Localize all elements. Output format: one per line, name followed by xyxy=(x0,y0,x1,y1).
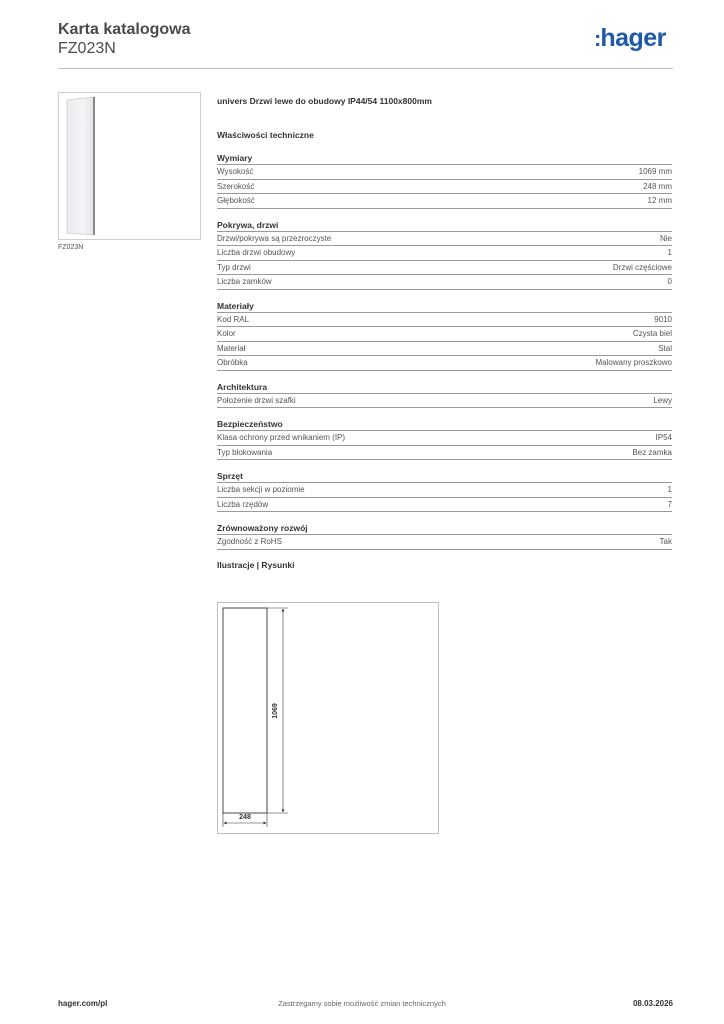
logo-dot: : xyxy=(594,26,601,51)
door-panel-image xyxy=(59,93,200,239)
spec-label: Głębokość xyxy=(217,196,255,205)
spec-value: Tak xyxy=(659,537,672,546)
footer-website-link[interactable]: hager.com/pl xyxy=(58,999,108,1008)
product-thumbnail xyxy=(58,92,201,240)
header-divider xyxy=(58,68,673,69)
spec-value: 248 mm xyxy=(643,181,672,191)
section-architecture xyxy=(217,381,672,409)
spec-row xyxy=(217,179,672,194)
spec-label: Liczba drzwi obudowy xyxy=(217,248,296,257)
spec-value: Drzwi częściowe xyxy=(612,262,672,272)
spec-label: Typ blokowania xyxy=(217,447,273,457)
spec-label: Zgodność z RoHS xyxy=(217,537,282,546)
technical-drawing xyxy=(217,602,439,834)
spec-row xyxy=(217,341,672,356)
product-code: FZ023N xyxy=(58,40,116,57)
door-outline xyxy=(223,608,267,813)
spec-row xyxy=(217,245,672,260)
thumbnail-caption: FZ023N xyxy=(58,244,84,251)
spec-row xyxy=(217,231,672,246)
section-title: Sprzęt xyxy=(217,471,243,481)
spec-label: Materiał xyxy=(217,343,246,353)
spec-label: Kolor xyxy=(217,329,236,338)
dimension-drawing xyxy=(218,603,438,833)
section-sustainability xyxy=(217,522,672,550)
spec-label: Położenie drzwi szafki xyxy=(217,395,296,405)
section-title: Bezpieczeństwo xyxy=(217,419,283,429)
spec-row xyxy=(217,312,672,327)
spec-value: 1069 mm xyxy=(638,167,672,176)
spec-row xyxy=(217,164,672,179)
spec-value: Malowany proszkowo xyxy=(595,358,672,367)
section-hardware xyxy=(217,470,672,512)
logo-text: hager xyxy=(600,24,666,52)
section-dimensions xyxy=(217,152,672,209)
spec-label: Drzwi/pokrywa są przezroczyste xyxy=(217,233,332,243)
spec-label: Liczba zamków xyxy=(217,277,272,286)
spec-row xyxy=(217,430,672,445)
spec-row xyxy=(217,534,672,550)
spec-label: Liczba sekcji w poziomie xyxy=(217,485,305,494)
spec-label: Liczba rzędów xyxy=(217,499,269,509)
spec-value: Bez zamka xyxy=(632,447,672,457)
spec-label: Kod RAL xyxy=(217,314,250,324)
section-title: Zrównoważony rozwój xyxy=(217,523,308,533)
spec-label: Klasa ochrony przed wnikaniem (IP) xyxy=(217,433,346,442)
hager-logo[interactable] xyxy=(594,24,666,53)
document-title: Karta katalogowa xyxy=(58,21,191,38)
product-details xyxy=(217,96,672,577)
spec-row xyxy=(217,393,672,409)
section-title: Wymiary xyxy=(217,153,253,163)
spec-value: 9010 xyxy=(654,314,672,324)
spec-value: Czysta biel xyxy=(632,329,672,338)
spec-row xyxy=(217,260,672,275)
footer-disclaimer: Zastrzegamy sobie możliwość zmian technicznych xyxy=(278,999,446,1008)
product-title: univers Drzwi lewe do obudowy IP44/54 1100x800mm xyxy=(217,96,432,106)
spec-value: Nie xyxy=(659,233,672,243)
spec-row xyxy=(217,193,672,209)
section-title: Architektura xyxy=(217,381,268,392)
footer-date: 08.03.2026 xyxy=(632,999,673,1008)
spec-row xyxy=(217,497,672,513)
spec-value: 1 xyxy=(667,248,672,257)
section-title: Materiały xyxy=(217,300,254,311)
spec-row xyxy=(217,482,672,497)
spec-label: Typ drzwi xyxy=(217,262,251,272)
technical-properties-heading: Właściwości techniczne xyxy=(217,130,314,140)
spec-row xyxy=(217,274,672,290)
illustrations-heading: Ilustracje | Rysunki xyxy=(217,559,295,570)
spec-value: 12 mm xyxy=(647,196,672,205)
spec-row xyxy=(217,326,672,341)
section-safety xyxy=(217,418,672,460)
width-dimension-label: 248 xyxy=(239,814,251,821)
spec-label: Szerokość xyxy=(217,181,255,191)
spec-row xyxy=(217,445,672,461)
spec-value: 0 xyxy=(667,277,672,286)
height-dimension-label: 1069 xyxy=(272,703,279,719)
section-title: Pokrywa, drzwi xyxy=(217,219,279,230)
spec-row xyxy=(217,355,672,371)
spec-value: Lewy xyxy=(653,395,672,405)
spec-label: Wysokość xyxy=(217,167,254,176)
spec-value: 7 xyxy=(667,499,672,509)
spec-label: Obróbka xyxy=(217,358,248,367)
spec-value: 1 xyxy=(667,485,672,494)
spec-value: IP54 xyxy=(655,433,672,442)
section-cover-door xyxy=(217,219,672,290)
section-materials xyxy=(217,300,672,371)
spec-value: Stal xyxy=(658,343,672,353)
